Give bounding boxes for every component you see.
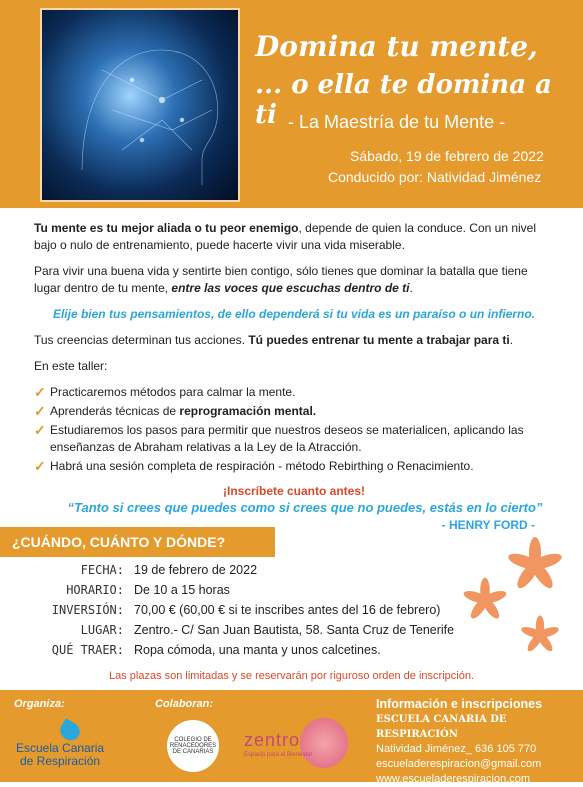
- p1-bold: Tu mente es tu mejor aliada o tu peor enemigo: [34, 221, 299, 235]
- check-icon: ✓: [34, 384, 46, 400]
- p1-rest: , depende de quien la conduce. Con un nivel bajo o nulo de entrenamiento, puede hacerte vivir una vida miserable.: [34, 221, 537, 252]
- p4-start: Tus creencias determinan tus acciones.: [34, 333, 249, 347]
- contact-phone: Natividad Jiménez_ 636 105 770: [376, 743, 537, 755]
- info-row-date: FECHA: 19 de febrero de 2022: [80, 563, 258, 577]
- paragraph-1: [34, 220, 554, 254]
- list-item: ✓ Habrá una sesión completa de respiración - método Rebirthing o Renacimiento.: [34, 458, 474, 474]
- info-row-place: LUGAR: Zentro.- C/ San Juan Bautista, 58. Santa Cruz de Tenerife: [80, 623, 455, 637]
- check-icon: ✓: [34, 422, 46, 438]
- cta-text: ¡Inscríbete cuanto antes!: [222, 484, 366, 498]
- paragraph-2: [34, 263, 554, 297]
- list-item: ✓ Estudiaremos los pasos para permitir que nuestros deseos se materialicen, aplicando las enseñanzas de Abraham relativas a la Ley de la Atracción.: [34, 422, 524, 454]
- paragraph-5: En este taller:: [34, 359, 108, 373]
- escuela-logo: Escuela Canaria de Respiración: [16, 741, 105, 768]
- brain-image: [40, 8, 240, 202]
- list-item: ✓ Practicaremos métodos para calmar la mente.: [34, 384, 296, 400]
- check-list: [34, 384, 554, 475]
- subtitle: - La Maestría de tu Mente -: [288, 112, 506, 132]
- p2-bold: entre las voces que escuchas dentro de ti: [171, 281, 410, 295]
- highlight-quote: Elije bien tus pensamientos, de ello dependerá si tu vida es un paraíso o un infierno.: [52, 307, 536, 321]
- zentro-tagline: Espacio para el Bienestar: [244, 752, 313, 758]
- flowers-decoration: [455, 535, 575, 665]
- colaboran-label: Colaboran:: [155, 698, 214, 710]
- contact-org: ESCUELA CANARIA DE RESPIRACIÓN: [376, 714, 507, 740]
- when-bar: ¿CUÁNDO, CUÁNTO Y DÓNDE?: [0, 527, 275, 557]
- paragraph-4: [34, 332, 554, 349]
- p2-end: .: [409, 281, 413, 295]
- zentro-flower-icon: [300, 718, 348, 768]
- zentro-logo: zentro: [244, 730, 301, 750]
- headline-line1: Domina tu mente,: [255, 30, 538, 63]
- p4-bold: Tú puedes entrenar tu mente a trabajar para ti: [248, 333, 510, 347]
- event-date: Sábado, 19 de febrero de 2022: [350, 148, 544, 164]
- info-row-time: HORARIO: De 10 a 15 horas: [66, 583, 230, 597]
- contact-web[interactable]: www.escueladerespiracion.com: [376, 773, 531, 785]
- organiza-label: Organiza:: [14, 698, 65, 710]
- quote-author: - HENRY FORD -: [441, 518, 535, 532]
- body-text: [34, 220, 554, 509]
- headline-line2: ... o ella te domina a ti: [255, 70, 552, 130]
- info-row-price: INVERSIÓN: 70,00 € (60,00 € si te inscribes antes del 16 de febrero): [51, 603, 441, 617]
- p2-start: Para vivir una buena vida y sentirte bien contigo, sólo tienes que dominar la batalla que tiene lugar dentro de tu mente,: [34, 264, 528, 295]
- colegio-seal-logo: COLEGIO DE RENACEDORES DE CANARIAS: [165, 718, 221, 774]
- header-banner: [0, 0, 583, 208]
- contact-email[interactable]: escueladerespiracion@gmail.com: [376, 758, 542, 770]
- ford-quote: “Tanto si crees que puedes como si crees que no puedes, estás en lo cierto”: [67, 500, 543, 515]
- event-info: [30, 560, 454, 660]
- contact-info: [376, 697, 576, 787]
- p4-end: .: [509, 333, 514, 347]
- check-icon: ✓: [34, 403, 46, 419]
- contact-title: Información e inscripciones: [376, 697, 543, 711]
- conductor: Conducido por: Natividad Jiménez: [328, 169, 542, 185]
- info-row-bring: QUÉ TRAER: Ropa cómoda, una manta y unos calcetines.: [51, 643, 381, 657]
- list-item: ✓ Aprenderás técnicas de reprogramación mental.: [34, 403, 317, 419]
- limited-places-note: Las plazas son limitadas y se reservarán por riguroso orden de inscripción.: [108, 670, 474, 682]
- check-icon: ✓: [34, 458, 46, 474]
